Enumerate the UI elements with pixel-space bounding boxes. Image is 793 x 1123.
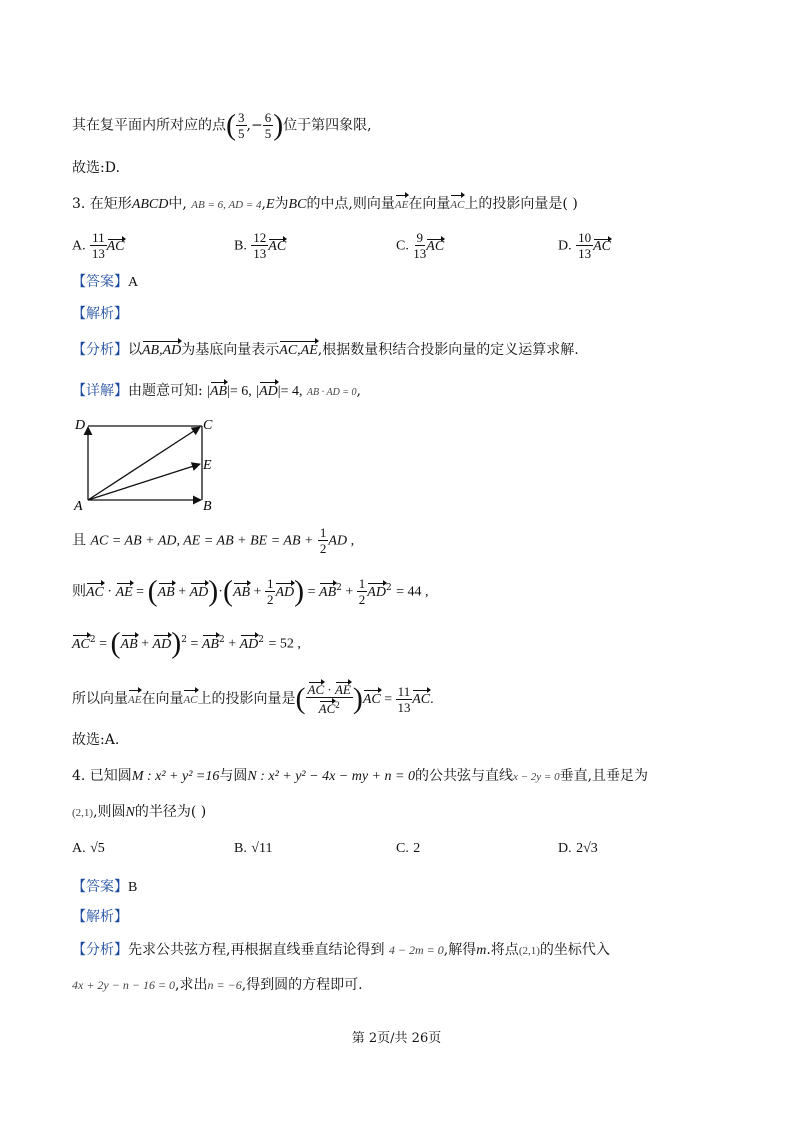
vector-ae (88, 464, 200, 500)
label-a: A (74, 499, 83, 514)
choose-line-1: 故选:D. (72, 160, 120, 176)
q3-option-a: A. $\frac{11}{13}$ AC (72, 230, 125, 261)
q3-analysis-heading: 【解析】 (72, 306, 128, 322)
label-d: D (75, 418, 86, 433)
q3-ac-squared-line: $AC^2 = (AB + AD)^2 = AB^2 + AD^2 = 52$ , (72, 626, 301, 660)
q3-option-d: D. $\frac{10}{13}$ AC (558, 230, 611, 261)
q3-projection-result: 所以向量AE在向量AC上的投影向量是( $\frac{AC \cdot AE}{AC^2}$ )AC = $\frac{11}{13}$ AC. (72, 682, 434, 717)
q4-fenxi-line2: 4x + 2y − n − 16 = 0,求出n = −6,得到圆的方程即可. (72, 977, 363, 993)
label-c: C (203, 418, 213, 433)
q3-detail: 【详解】由题意可知: |AB|= 6, |AD|= 4, AB · AD = 0, (72, 381, 361, 403)
q3-fenxi: 【分析】以AB,AD为基底向量表示AC,AE,根据数量积结合投影向量的定义运算求解. (72, 340, 579, 361)
q4-analysis-heading: 【解析】 (72, 909, 128, 925)
q4-answer: 【答案】B (72, 879, 138, 895)
q3-stem: 3. 在矩形ABCD中, AB = 6, AD = 4,E为BC的中点,则向量AE在向量AC上的投影向量是( ) (72, 194, 578, 215)
q3-option-b: B. $\frac{12}{13}$ AC (234, 230, 287, 261)
label-b: B (203, 499, 212, 514)
page-footer: 第 2页/共 26页 (351, 1031, 442, 1046)
q4-option-b: B. √11 (234, 841, 273, 856)
q3-dot-product-line: 则AC · AE = (AB + AD)·(AB + $\frac{1}{2}$ $AD) = AB^2$ + $\frac{1}{2}$ $AD^2 = 44$ , (72, 574, 429, 608)
complex-point-line: 其在复平面内所对应的点( $\frac{3}{5}$ ,− $\frac{6}{5}$ )位于第四象限, (72, 108, 372, 142)
q4-stem-line1: 4. 已知圆M : x² + y² =16与圆N : x² + y² − 4x − my + n = 0的公共弦与直线x − 2y = 0垂直,且垂足为 (72, 768, 649, 784)
diagonal-ac (88, 427, 200, 500)
q3-choose: 故选:A. (72, 732, 120, 748)
q4-stem-line2: (2,1),则圆N的半径为( ) (72, 804, 207, 820)
q3-option-c: C. $\frac{9}{13}$ AC (396, 230, 445, 261)
label-e: E (203, 458, 212, 473)
rectangle-diagram (72, 414, 222, 514)
q3-line-ac-ae: 且 AC = AB + AD, AE = AB + BE = AB + $\frac{1}{2}$ AD , (72, 525, 355, 556)
q4-option-d: D. 2√3 (558, 841, 598, 856)
q4-option-a: A. √5 (72, 841, 105, 856)
q4-fenxi-line1: 【分析】先求公共弦方程,再根据直线垂直结论得到 4 − 2m = 0,解得m.将点(2,1)的坐标代入 (72, 942, 610, 958)
q3-answer: 【答案】A (72, 274, 139, 290)
q4-option-c: C. 2 (396, 841, 421, 856)
